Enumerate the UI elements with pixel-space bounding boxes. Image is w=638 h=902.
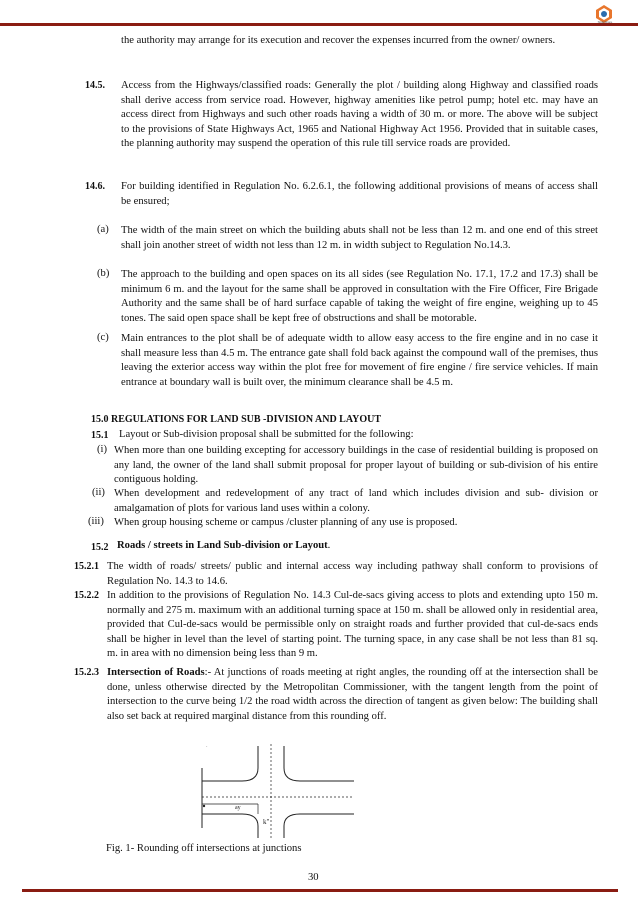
section-14-6-text: For building identified in Regulation No. 6.2.6.1, the following additional provisions of means of access shall be ensured;	[121, 181, 598, 207]
section-15-2-3-text: Intersection of Roads:- At junctions of roads meeting at right angles, the rounding off at the intersection shall be done, unless otherwise directed by the Metropolitan Commissioner, with the tangent length from the point of intersection to the curve being 1/2 the road width across the direction of tangent as given below: The building shall also set back at required marginal distance from this rounding off.	[107, 667, 598, 722]
intro-paragraph: the authority may arrange for its execution and recover the expenses incurred from the owner/ owners.	[121, 35, 556, 46]
section-15-2-title: Roads / streets in Land Sub-division or Layout.	[117, 540, 331, 551]
section-15-1-text: Layout or Sub-division proposal shall be submitted for the following:	[119, 429, 414, 440]
item-text-b: The approach to the building and open spaces on its all sides (see Regulation No. 17.1, 17.2 and 17.3) shall be minimum 6 m. and the layout for the same shall be approved in consultation with the Fire Officer, Fire Brigade Authority and the same shall be of hard surface capable of taking the weight of fire engine, weighing up to 45 tones. The said open space shall be kept free of obstructions and shall be motorable.	[121, 269, 598, 324]
item-label-b: (b)	[97, 268, 110, 279]
item-text-iii: When group housing scheme or campus /cluster planning of any use is proposed.	[114, 517, 458, 528]
section-number-15-2-2: 15.2.2	[74, 590, 99, 601]
top-rule	[0, 23, 638, 26]
logo-text: SlideShare	[597, 20, 613, 24]
section-15-2-2-text: In addition to the provisions of Regulation No. 14.3 Cul-de-sacs giving access to plots and extending upto 150 m. normally and 275 m. maximum with an additional turning space at 150 m. shall be allowed only in residential area, provided that Cul-de-sacs would be permissible only on straight roads and further provided that cul-de-sacs ends shall be higher in level than the level of starting point. The turning space, in any case shall be not less than 81 sq. m. in area with no dimension being less than 9 m.	[107, 590, 598, 660]
bottom-rule	[22, 889, 618, 892]
item-text-c: Main entrances to the plot shall be of adequate width to allow easy access to the fire engine and in no case it shall measure less than 4.5 m. The entrance gate shall fold back against the compound wall of the premises, thus leaving the exterior access way within the plot free for movement of fire engine / fire service vehicles. If main entrance at boundary wall is built over, the minimum clearance shall be 4.5 m.	[121, 333, 598, 388]
item-label-i: (i)	[97, 444, 107, 455]
item-label-c: (c)	[97, 332, 109, 343]
section-15-2-1-text: The width of roads/ streets/ public and internal access way including pathway shall conform to provisions of Regulation No. 14.3 to 14.6.	[107, 561, 598, 587]
section-number-15-1: 15.1	[91, 430, 109, 441]
fig-label-ay: ay	[235, 805, 241, 811]
section-number-15-2-3: 15.2.3	[74, 667, 99, 678]
item-text-a: The width of the main street on which the building abuts shall not be less than 12 m. and one end of this street shall join another street of width not less than 12 m. in width subject to Regulation No.14.3.	[121, 225, 598, 251]
section-14-5-text: Access from the Highways/classified roads: Generally the plot / building along Highway and classified roads shall derive access from service road. However, highway amenities like petrol pump; hotel etc. may have an access direct from Highways and such other roads having a width of 30 m. or more. The above will be subject to the provisions of State Highways Act, 1965 and National Highway Act 1956. Provided that in suitable cases, the planning authority may suspend the operation of this rule till service roads are provided.	[121, 80, 598, 150]
item-text-ii: When development and redevelopment of any tract of land which includes division and sub- division or amalgamation of plots for various land uses within a colony.	[114, 488, 598, 514]
fig-label-k: k"	[263, 818, 270, 826]
section-15-heading: 15.0 REGULATIONS FOR LAND SUB -DIVISION AND LAYOUT	[91, 414, 382, 425]
item-label-ii: (ii)	[92, 487, 105, 498]
section-number-14-6: 14.6.	[85, 181, 105, 192]
figure-caption: Fig. 1- Rounding off intersections at junctions	[106, 843, 302, 854]
section-number-14-5: 14.5.	[85, 80, 105, 91]
item-text-i: When more than one building excepting for accessory buildings in the case of residential building is proposed on any land, the owner of the land shall submit proposal for proper layout of building or sub-division of his entire contiguous holding.	[114, 445, 598, 486]
intersection-diagram	[196, 738, 356, 840]
section-number-15-2: 15.2	[91, 542, 109, 553]
item-label-iii: (iii)	[88, 516, 104, 527]
page-number: 30	[308, 872, 319, 883]
item-label-a: (a)	[97, 224, 109, 235]
svg-text:·: ·	[206, 745, 208, 750]
section-number-15-2-1: 15.2.1	[74, 561, 99, 572]
